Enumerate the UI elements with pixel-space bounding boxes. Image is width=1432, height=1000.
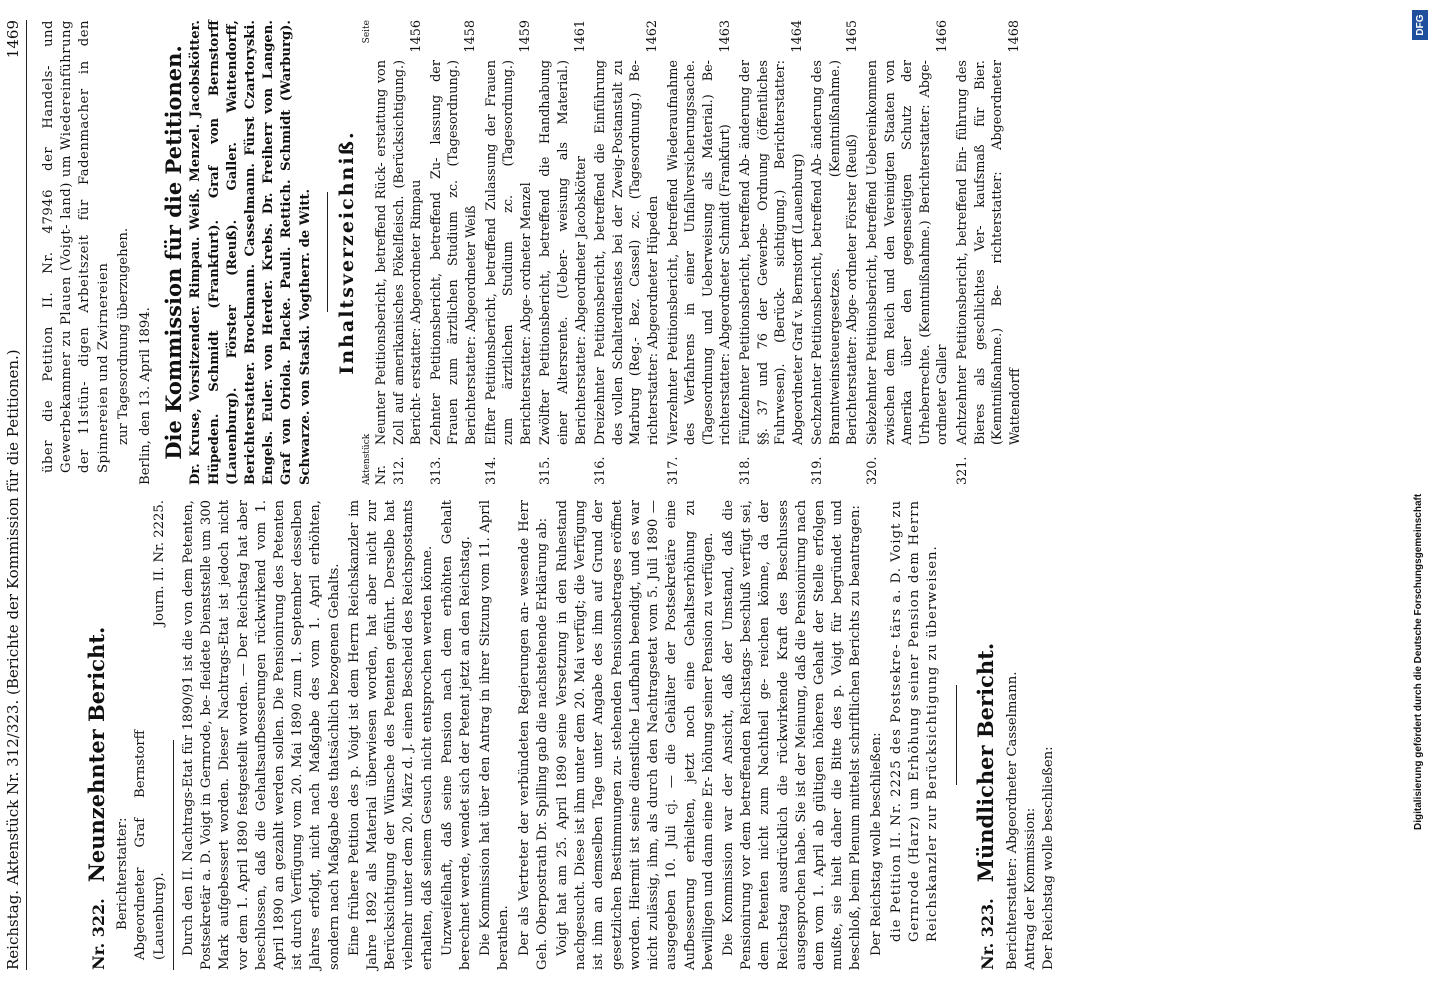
toc-entry-text: Dreizehnter Petitionsbericht, betreffend die Einführung des vollen Schalterdienstes bei der Zweig-Postanstalt zu Marburg (Reg.- Bez. Cassel) zc. (Tagesordnung.) Be- richterstatter: Abgeordneter Hüpeden xyxy=(593,60,661,445)
toc-entry xyxy=(737,20,807,485)
toc-entry-page: 1468 xyxy=(1007,20,1023,53)
page-number: 1469 xyxy=(4,20,22,59)
toc-entry-page: 1464 xyxy=(790,20,806,53)
report-322-paragraph: Durch den II. Nachtrags-Etat für 1890/91 ist die von dem Petenten, Postsekretär a. D. Voigt in Gernrode, be- fleidete Dienststelle um 300 Mark aufgebessert worden. Dieser Nachtrags-Etat ist jedoch nicht vor dem 1. April 1890 festgestellt worden. — Der Reichstag hat aber beschlossen, daß die Gehaltsaufbesserungen rückwirkend vom 1. April 1890 an gezahlt werden sollen. Die Pensionirung des Petenten ist durch Verfügung vom 20. Mai 1890 zum 1. September desselben Jahres erfolgt, nicht nach Maßgabe des vom 1. April erhöhten, sondern nach Maßgabe des thatsächlich bezogenen Gehalts. xyxy=(181,500,342,970)
toc-entry xyxy=(428,20,481,485)
toc-entry xyxy=(864,20,952,485)
dfg-logo-text: DFG xyxy=(1415,14,1426,36)
report-322-journal-ref: Journ. II. Nr. 2225. xyxy=(151,500,167,627)
toc-entry-text: Elfter Petitionsbericht, betreffend Zulassung der Frauen zum ärztlichen Studium zc. (Tagesordnung.) Berichterstatter: Abge- ordneter Menzel xyxy=(483,60,534,445)
commission-rule xyxy=(327,193,328,313)
toc-entry-number: 321. xyxy=(955,456,971,485)
report-322-rule xyxy=(173,740,174,970)
toc-entry-text: Vierzehnter Petitionsbericht, betreffend Wiederaufnahme des Verfahrens in einer Unfallversicherungssache. (Tagesordnung und Ueberweisung als Material.) Be- richterstatter: Abgeordneter Schmidt (Frankfurt) xyxy=(665,60,734,445)
report-322-motion: die Petition II. Nr. 2225 des Postsekre- tärs a. D. Voigt zu Gernrode (Harz) um Erhöhung seiner Pension dem Herrn Reichskanzler zur Berücksichtigung zu überweisen. xyxy=(888,500,941,942)
report-322-title: Neunzehnter Bericht. xyxy=(84,626,109,883)
toc-entry-page: 1463 xyxy=(717,20,733,53)
toc-entry-text: Zwölfter Petitionsbericht, betreffend die Handhabung einer Altersrente. (Ueber- weisung als Material.) Berichterstatter: Abgeordneter Jacobskötter xyxy=(538,60,589,445)
toc-entry-text: Achtzehnter Petitionsbericht, betreffend Ein- führung des Bieres als geschlichtes Ver- kaufsmaß für Bier. (Kenntnißnahme.) Be- richterstatter: Abgeordneter Wattendorff xyxy=(955,60,1023,445)
report-322-paragraph: Die Kommission hat über den Antrag in ihrer Sitzung vom 11. April berathen. xyxy=(478,500,512,970)
report-323-reporter-label: Berichterstatter: xyxy=(1004,857,1020,970)
toc-column-right-label: Seite xyxy=(362,20,373,44)
toc-entry-number: 319. xyxy=(810,456,826,485)
toc-entry-page: 1465 xyxy=(844,20,860,53)
toc-entry xyxy=(483,20,536,485)
toc-entry-number: 316. xyxy=(593,456,609,485)
toc-entry xyxy=(592,20,662,485)
toc-entry-number: 313. xyxy=(428,456,444,485)
toc-entry-page: 1462 xyxy=(645,20,661,53)
toc-entry-page: 1458 xyxy=(463,20,479,53)
report-322-paragraph: Der als Vertreter der verbündeten Regierungen an- wesende Herr Geh. Oberpostrath Dr. Spilling gab die nachstehende Erklärung ab: xyxy=(516,500,550,970)
report-323-number: Nr. 323. xyxy=(978,898,998,970)
right-column xyxy=(40,20,1026,485)
toc-entry-text: Neunter Petitionsbericht, betreffend Rück- erstattung von Zoll auf amerikanisches Pökelfleisch. (Berücksichtigung.) Bericht- erstatter: Abgeordneter Rimpau xyxy=(374,60,425,445)
commission-members: Dr. Kruse, Vorsitzender. Rimpau. Weiß. Menzel. Jacobskötter. Hüpeden. Schmidt (Frankfurt). Graf von Bernstorff (Lauenburg). Förster (Reuß). Galler. Wattendorff, Berichterstatter. Brockmann. Casselmann. Fürst Czartoryski. Engels. Euler. von Herder. Krebs. Dr. Freiherr von Langen. Graf von Oriola. Placke. Pauli. Rettich. Schmidt (Warburg). Schwarze. von Staski. Vogtherr. de Witt. xyxy=(188,20,313,485)
report-323-date: Berlin, den 13. April 1894. xyxy=(138,307,154,485)
toc-entry-page: 1466 xyxy=(934,20,950,53)
report-323-close: zur Tagesordnung überzugehen. xyxy=(115,227,131,445)
toc-entry-page: 1459 xyxy=(518,20,534,53)
header-rule xyxy=(26,20,27,970)
toc-entry-number: 318. xyxy=(737,456,753,485)
report-322-number: Nr. 322. xyxy=(89,898,108,970)
dfg-strip xyxy=(1408,0,1432,1000)
toc-entry xyxy=(373,20,426,485)
report-322-paragraph: Die Kommission war der Ansicht, daß der Umstand, daß die Pensionirung vor dem betreffenden Reichstags- beschluß verfügt sei, dem Petenten nicht zum Nachtheil ge- reichen könne, da der Reichstag ausdrücklich die rückwirkende Kraft des Beschlusses ausgesprochen habe. Sie ist der Meinung, daß die Pensionirung nach dem vom 1. April ab gültigen höheren Gehalt der Stelle erfolgen mußte, sie hielt daher die Bitte des p. Voigt für begründet und beschloß, beim Plenum mittelst schriftlichen Berichts zu beantragen: xyxy=(720,500,864,970)
report-322-paragraph: Eine frühere Petition des p. Voigt ist dem Herrn Reichskanzler im Jahre 1892 als Material überwiesen worden, hat aber nicht zur Berücksichtigung der Wünsche des Petenten geführt. Derselbe hat vielmehr unter dem 20. März d. J. einen Bescheid des Reichspostamts erhalten, daß seinem Gesuch nicht entsprochen werden könne. xyxy=(346,500,435,970)
report-322-resolve: Der Reichstag wolle beschließen: xyxy=(868,732,884,956)
toc-entry-page: 1456 xyxy=(408,20,424,53)
report-323-text: über die Petition II. Nr. 47946 der Handels- und Gewerbekammer zu Plauen (Voigt- land) um Wiedereinführung der 11stün- digen Arbeitszeit für Fadenmacher in den Spinnereien und Zwirnereien xyxy=(41,20,111,473)
toc-entry-page: 1461 xyxy=(572,20,588,53)
report-322-paragraph: Unzweifelhaft, daß seine Pension nach dem erhöhten Gehalt berechnet werde, wendet sich der Petent jetzt an den Reichstag. xyxy=(439,500,474,970)
commission-title: Die Kommission für die Petitionen. xyxy=(161,45,187,460)
toc-entry-number: 320. xyxy=(865,456,881,485)
report-322 xyxy=(84,500,1058,970)
report-323-reporter xyxy=(1004,500,1022,970)
toc-entry-number: 315. xyxy=(538,456,554,485)
dfg-credit: Digitalisierung gefördert durch die Deutsche Forschungsgemeinschaft xyxy=(1413,493,1424,830)
toc-entry xyxy=(537,20,590,485)
toc-entry-text: Sechzehnter Petitionsbericht, betreffend Ab- änderung des Branntweinsteuergesetzes. (Kenntnißnahme.) Berichterstatter: Abge- ordneter Förster (Reuß) xyxy=(810,60,861,445)
report-323-title: Mündlicher Bericht. xyxy=(973,642,999,883)
toc-entry-number: 317. xyxy=(665,456,681,485)
toc-list xyxy=(373,20,1024,485)
toc-entry-number: Nr. 312. xyxy=(374,456,408,485)
report-322-reporter-name: Abgeordneter Graf Bernstorff (Lauenburg). xyxy=(133,730,167,960)
report-322-paragraph: Voigt hat am 25. April 1890 seine Versetzung in den Ruhestand nachgesucht. Diese ist ihm unter dem 20. Mai verfügt; die Verfügung ist ihm an demselben Tage unter Angabe des ihm auf Grund der gesetzlichen Bestimmungen zu- stehenden Pensionsbetrages eröffnet worden. Hiermit ist seine dienstliche Laufbahn beendigt, und es war nicht zulässig, ihm, als durch den Nachtragsetat vom 5. Juli 1890 — ausgegeben 10. Juli cj. — die Gehälter der Postsekretäre eine Aufbesserung erhielten, jetzt noch eine Gehaltserhöhung zu bewilligen und dann eine Er- höhung seiner Pension zu verfügen. xyxy=(555,500,716,970)
report-323-reporter-name: Abgeordneter Casselmann. xyxy=(1004,671,1020,854)
running-header: Reichstag. Aktenstück Nr. 312/323. (Berichte der Kommission für die Petitionen.) xyxy=(4,349,22,970)
toc-entry xyxy=(809,20,862,485)
toc-entry xyxy=(954,20,1024,485)
toc-entry-text: Siebzehnter Petitionsbericht, betreffend Uebereinkommen zwischen dem Reich und den Vereinigten Staaten von Amerika über den gegenseitigen Schutz der Urheberrechte. (Kenntnißnahme.) Berichterstatter: Abge- ordneter Galler xyxy=(865,60,951,445)
report-322-end-rule xyxy=(956,685,957,785)
toc-title: Inhaltsverzeichniß. xyxy=(335,130,358,375)
toc-entry-number: 314. xyxy=(483,456,499,485)
toc-entry xyxy=(665,20,735,485)
report-322-reporter-label: Berichterstatter: xyxy=(115,817,131,930)
toc-column-left-label: Aktenstück xyxy=(362,433,373,485)
report-323-motion-label: Antrag der Kommission: xyxy=(1022,807,1038,970)
toc-entry-text: Fünfzehnter Petitionsbericht, betreffend Ab- änderung der §§. 37 und 76 der Gewerbe- Ordnung (öffentliches Fuhrwesen). (Berück- sichtigung.) Berichterstatter: Abgeordneter Graf v. Bernstorff (Lauenburg) xyxy=(737,60,806,445)
toc-entry-text: Zehnter Petitionsbericht, betreffend Zu- lassung der Frauen zum ärztlichen Studium zc. (Tagesordnung.) Berichterstatter: Abgeordneter Weiß xyxy=(428,60,480,445)
report-323-resolve: Der Reichstag wolle beschließen: xyxy=(1040,746,1056,970)
